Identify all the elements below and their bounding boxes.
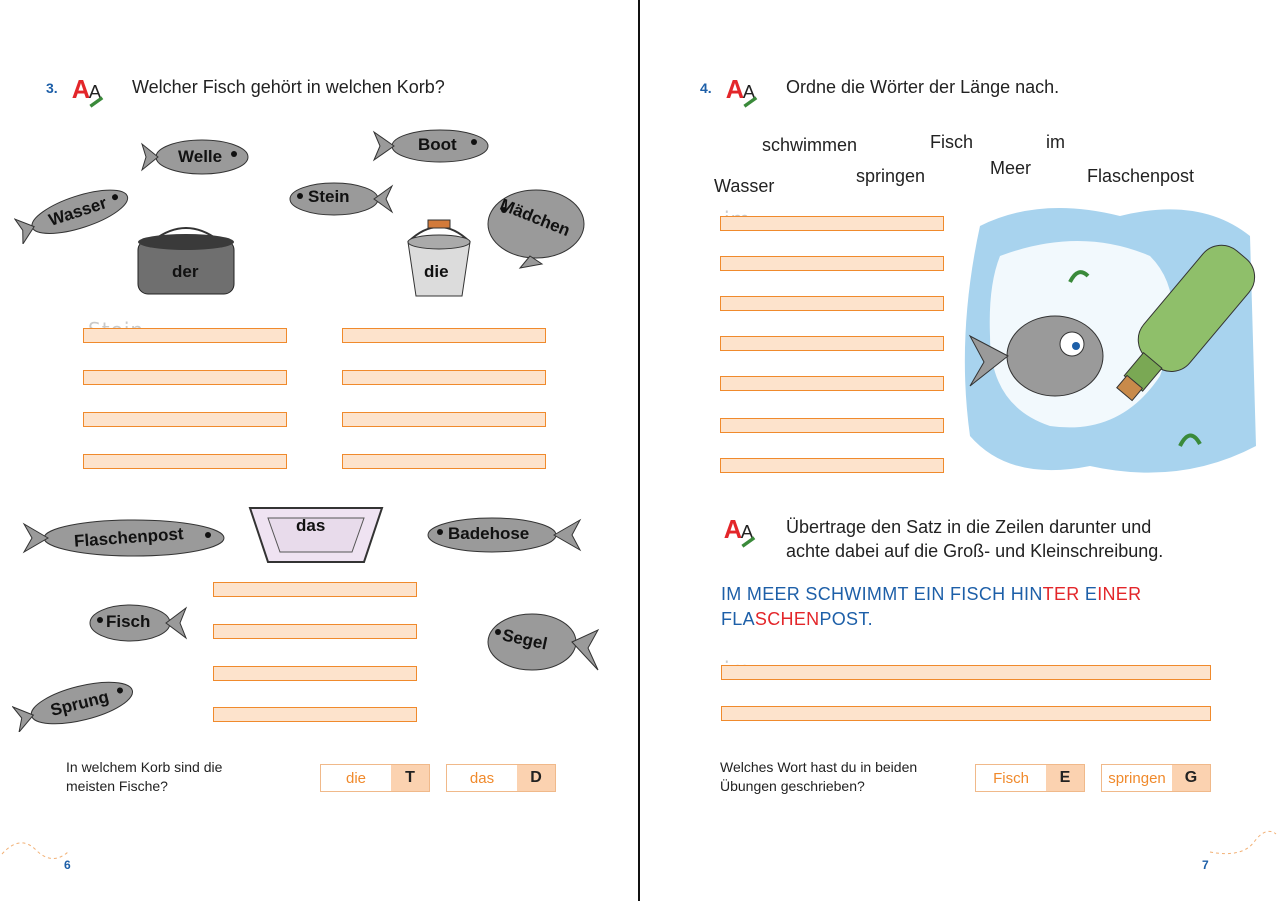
writing-task-icon — [70, 74, 104, 108]
fish-word: Stein — [308, 187, 350, 206]
writing-line[interactable] — [720, 296, 944, 311]
fish-bottle-illustration — [960, 196, 1260, 482]
answer-word: Fisch — [976, 765, 1046, 791]
page-number: 6 — [64, 858, 71, 872]
answer-option-die[interactable] — [320, 764, 430, 792]
sentence-part-highlight: I — [1097, 584, 1103, 604]
svg-text:A: A — [742, 80, 756, 102]
fish-stein[interactable] — [284, 178, 394, 225]
writing-task-icon — [722, 514, 756, 548]
writing-line[interactable] — [213, 624, 417, 639]
fish-word: Segel — [500, 625, 549, 654]
fish-welle[interactable] — [140, 132, 252, 187]
question-line: In welchem Korb sind die — [66, 759, 223, 775]
copy-sentence-line1 — [721, 584, 1141, 605]
writing-line[interactable] — [83, 454, 287, 469]
writing-line[interactable] — [342, 370, 546, 385]
svg-text:A: A — [723, 515, 743, 544]
page-number: 7 — [1202, 858, 1209, 872]
fish-badehose[interactable] — [422, 510, 582, 565]
writing-line[interactable] — [720, 418, 944, 433]
sort-word: Fisch — [930, 132, 974, 152]
pot-icon — [134, 222, 238, 298]
writing-line[interactable] — [342, 328, 546, 343]
task-instruction: Ordne die Wörter der Länge nach. — [786, 77, 1060, 97]
writing-line[interactable] — [83, 412, 287, 427]
question-line: Welches Wort hast du in beiden — [720, 759, 918, 775]
fish-segel[interactable] — [482, 608, 600, 683]
copy-sentence-line2 — [721, 609, 873, 630]
answer-letter: E — [1046, 765, 1084, 791]
page-divider — [638, 0, 640, 901]
fish-word: Boot — [418, 135, 457, 154]
sentence-part: E — [1079, 584, 1098, 604]
writing-line[interactable] — [213, 582, 417, 597]
fish-word: Fisch — [106, 612, 151, 631]
fish-maedchen[interactable] — [484, 184, 592, 275]
answer-option-springen[interactable] — [1101, 764, 1211, 792]
basket-der[interactable] — [134, 222, 238, 303]
answer-letter: G — [1172, 765, 1210, 791]
instruction-line: achte dabei auf die Groß- und Kleinschreibung. — [786, 541, 1164, 561]
writing-line[interactable] — [721, 665, 1211, 680]
sort-word: springen — [856, 166, 926, 186]
sentence-part-highlight: SCHEN — [754, 609, 820, 629]
instruction-line: Übertrage den Satz in die Zeilen darunter und — [786, 517, 1152, 537]
answer-word: das — [447, 765, 517, 791]
basket-das[interactable] — [246, 488, 386, 575]
task-number: 4. — [700, 80, 712, 96]
sentence-part: FLA — [721, 609, 755, 629]
writing-line[interactable] — [720, 336, 944, 351]
fish-flaschenpost[interactable] — [22, 510, 228, 571]
bucket-icon — [402, 216, 476, 302]
task-instruction — [786, 515, 1163, 563]
answer-option-das[interactable] — [446, 764, 556, 792]
sort-word: Wasser — [714, 176, 775, 196]
sentence-part: IM MEER SCHWIMMT EIN FISCH HIN — [721, 584, 1043, 604]
answer-letter: D — [517, 765, 555, 791]
sort-word: Flaschenpost — [1087, 166, 1195, 186]
basket-label: der — [172, 262, 199, 281]
fish-word: Wasser — [46, 193, 110, 230]
answer-word: die — [321, 765, 391, 791]
basket-label: die — [424, 262, 449, 281]
writing-line[interactable] — [720, 376, 944, 391]
answer-option-fisch[interactable] — [975, 764, 1085, 792]
question-text — [66, 758, 222, 796]
writing-line[interactable] — [721, 706, 1211, 721]
question-line: Übungen geschrieben? — [720, 778, 865, 794]
writing-line[interactable] — [720, 216, 944, 231]
basket-die[interactable] — [402, 216, 476, 307]
question-line: meisten Fische? — [66, 778, 168, 794]
svg-text:A: A — [71, 75, 91, 104]
fish-word: Sprung — [48, 687, 111, 720]
sort-word: schwimmen — [762, 135, 858, 155]
writing-line[interactable] — [83, 370, 287, 385]
fish-word: Mädchen — [497, 194, 573, 241]
sentence-part: POST. — [819, 609, 873, 629]
fish-word: Welle — [178, 147, 223, 166]
writing-line[interactable] — [213, 707, 417, 722]
task-number: 3. — [46, 80, 58, 96]
fish-word: Badehose — [448, 524, 530, 543]
writing-line[interactable] — [342, 454, 546, 469]
answer-letter: T — [391, 765, 429, 791]
fish-fisch[interactable] — [86, 598, 188, 653]
sentence-part-highlight: TER — [1042, 584, 1080, 604]
writing-line[interactable] — [83, 328, 287, 343]
fish-wasser[interactable] — [14, 182, 138, 249]
writing-task-icon — [724, 74, 758, 108]
fish-sprung[interactable] — [12, 676, 144, 737]
decorative-swirl-icon — [0, 824, 70, 864]
writing-line[interactable] — [213, 666, 417, 681]
decorative-swirl-icon — [1208, 824, 1278, 864]
svg-text:A: A — [740, 520, 754, 542]
sentence-part-highlight: NER — [1102, 584, 1142, 604]
writing-line[interactable] — [720, 458, 944, 473]
svg-text:A: A — [88, 80, 102, 102]
writing-line[interactable] — [342, 412, 546, 427]
basket-label: das — [296, 516, 326, 535]
answer-word: springen — [1102, 765, 1172, 791]
sort-word: im — [1046, 132, 1065, 152]
question-text — [720, 758, 917, 796]
svg-text:A: A — [725, 75, 745, 104]
task-instruction: Welcher Fisch gehört in welchen Korb? — [132, 77, 445, 97]
sort-word: Meer — [990, 158, 1032, 178]
fish-boot[interactable] — [372, 124, 492, 173]
writing-line[interactable] — [720, 256, 944, 271]
fish-word: Flaschenpost — [73, 524, 185, 551]
